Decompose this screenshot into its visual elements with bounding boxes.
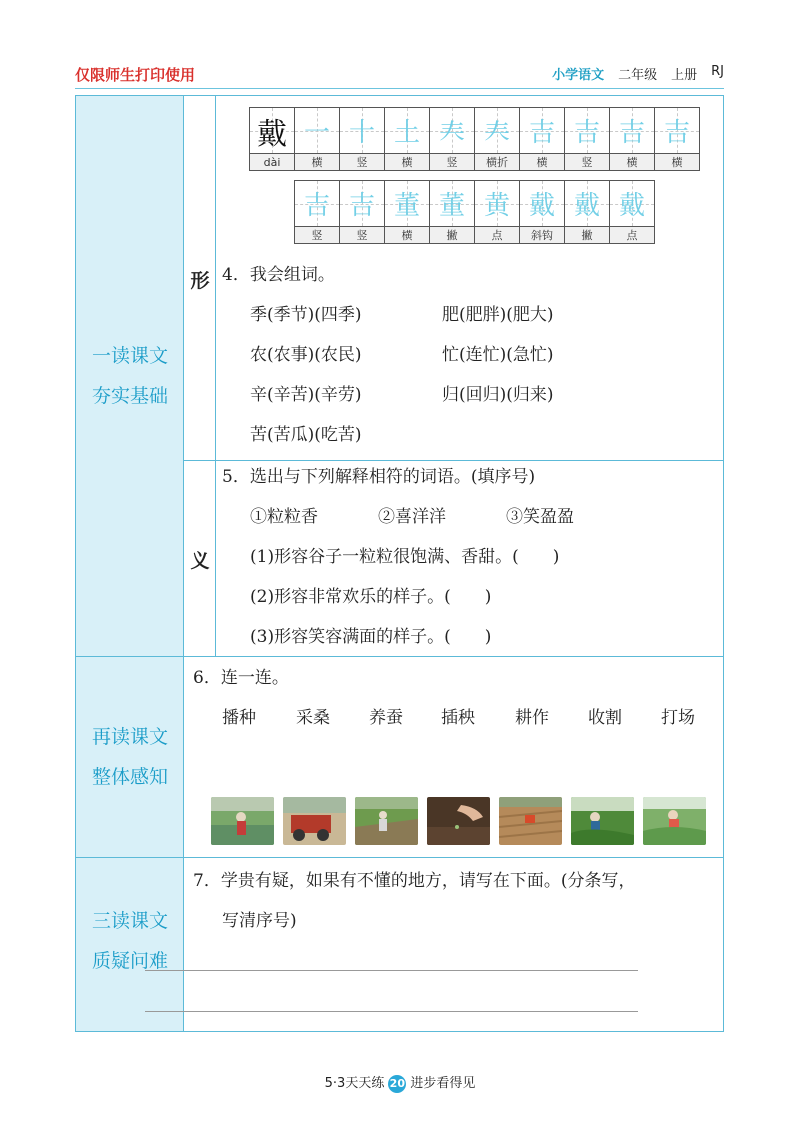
answer-line[interactable] [145,1011,638,1012]
footer-brand: 5·3天天练 [324,1076,385,1091]
q6-word: 养蚕 [369,708,403,728]
q5-option: ②喜洋洋 [378,507,446,527]
q5-option: ③笑盈盈 [506,507,574,527]
stroke-name: 点 [610,227,655,244]
section-3-line2: 质疑问难 [91,950,168,972]
sub-label-xing: 形 [190,270,210,292]
stroke-name: 斜钩 [520,227,565,244]
pinyin-label: dài [250,154,295,171]
photo-tractor-field [499,797,562,845]
q5-item: (2)形容非常欢乐的样子。( ) [250,587,492,607]
stroke-order-row-1 [249,107,700,171]
q5-item: (3)形容笑容满面的样子。( ) [250,627,492,647]
photo-green-crops [571,797,634,845]
q4-item: 归(回归)(归来) [442,385,554,405]
q5-item: (1)形容谷子一粒粒很饱满、香甜。( ) [250,547,560,567]
q5-option: ①粒粒香 [250,507,318,527]
photo-vegetable-garden [643,797,706,845]
stroke-name: 横 [295,154,340,171]
section-2-line2: 整体感知 [91,766,168,788]
book-info [552,64,724,83]
stroke-step: 土 [385,108,430,154]
answer-line[interactable] [145,970,638,971]
row-divider-section-2 [76,656,723,657]
stroke-name: 横 [520,154,565,171]
section-2-line1: 再读课文 [91,726,168,748]
stroke-name: 竖 [430,154,475,171]
q7-line-2: 写清序号) [222,911,297,931]
section-1-line1: 一读课文 [91,345,168,367]
stroke-step: 戴 [565,181,610,227]
stroke-name: 撇 [430,227,475,244]
volume-label: 上册 [671,68,698,83]
stroke-step: 吉 [655,108,700,154]
stroke-step: 董 [385,181,430,227]
stroke-step: 吉 [520,108,565,154]
stroke-name: 撇 [565,227,610,244]
stroke-order-row-2 [294,180,655,244]
photo-harvest-cart [283,797,346,845]
q6-word: 播种 [222,708,256,728]
page-footer [0,1072,800,1093]
stroke-step: 戴 [520,181,565,227]
q7-line-1: 7．学贵有疑，如果有不懂的地方，请写在下面。(分条写， [193,871,636,891]
q4-item: 忙(连忙)(急忙) [442,345,554,365]
q6-word: 插秧 [441,708,475,728]
q4-title: 4．我会组词。 [222,265,335,285]
q4-item: 季(季节)(四季) [250,305,362,325]
footer-slogan: 进步看得见 [410,1076,476,1091]
q4-item: 肥(肥胖)(肥大) [442,305,554,325]
photo-planting [211,797,274,845]
stroke-step: 吉 [565,108,610,154]
row-divider-xing-yi [184,460,723,461]
q6-word: 采桑 [296,708,330,728]
row-divider-section-3 [76,857,723,858]
q4-item: 辛(辛苦)(辛劳) [250,385,362,405]
stroke-name: 横 [610,154,655,171]
section-label-1 [76,336,184,416]
stroke-step: 𡗗 [430,108,475,154]
stroke-step: 吉 [610,108,655,154]
photo-paddy-field [355,797,418,845]
header-divider [75,88,724,89]
grade-label: 二年级 [618,68,658,83]
stroke-step: 戴 [610,181,655,227]
subject-label: 小学语文 [552,68,605,83]
section-label-3 [76,901,184,981]
section-3-line1: 三读课文 [91,910,168,932]
sub-label-yi: 义 [190,550,210,572]
stroke-step: 董 [430,181,475,227]
page-number-badge: 20 [388,1075,406,1093]
stroke-name: 竖 [340,227,385,244]
q6-word: 收割 [588,708,622,728]
q5-title: 5．选出与下列解释相符的词语。(填序号) [222,467,536,487]
q6-word: 打场 [661,708,695,728]
edition-label: RJ [711,64,724,79]
stroke-main-char: 戴 [250,108,295,154]
farming-photos [211,797,706,845]
stroke-name: 竖 [340,154,385,171]
stroke-step: 黄 [475,181,520,227]
section-1-line2: 夯实基础 [91,385,168,407]
stroke-name: 横 [385,227,430,244]
stroke-step: 𡗗 [475,108,520,154]
stroke-step: 一 [295,108,340,154]
q6-title: 6．连一连。 [193,668,289,688]
stroke-name: 竖 [295,227,340,244]
q4-item: 农(农事)(农民) [250,345,362,365]
print-notice: 仅限师生打印使用 [75,66,196,84]
section-label-2 [76,717,184,797]
stroke-name: 竖 [565,154,610,171]
q6-word: 耕作 [515,708,549,728]
stroke-name: 横折 [475,154,520,171]
stroke-step: 十 [340,108,385,154]
stroke-step: 吉 [340,181,385,227]
stroke-name: 点 [475,227,520,244]
stroke-name: 横 [385,154,430,171]
section-column [76,96,184,1031]
photo-sowing-hand [427,797,490,845]
q4-item: 苦(苦瓜)(吃苦) [250,425,362,445]
stroke-name: 横 [655,154,700,171]
stroke-step: 吉 [295,181,340,227]
